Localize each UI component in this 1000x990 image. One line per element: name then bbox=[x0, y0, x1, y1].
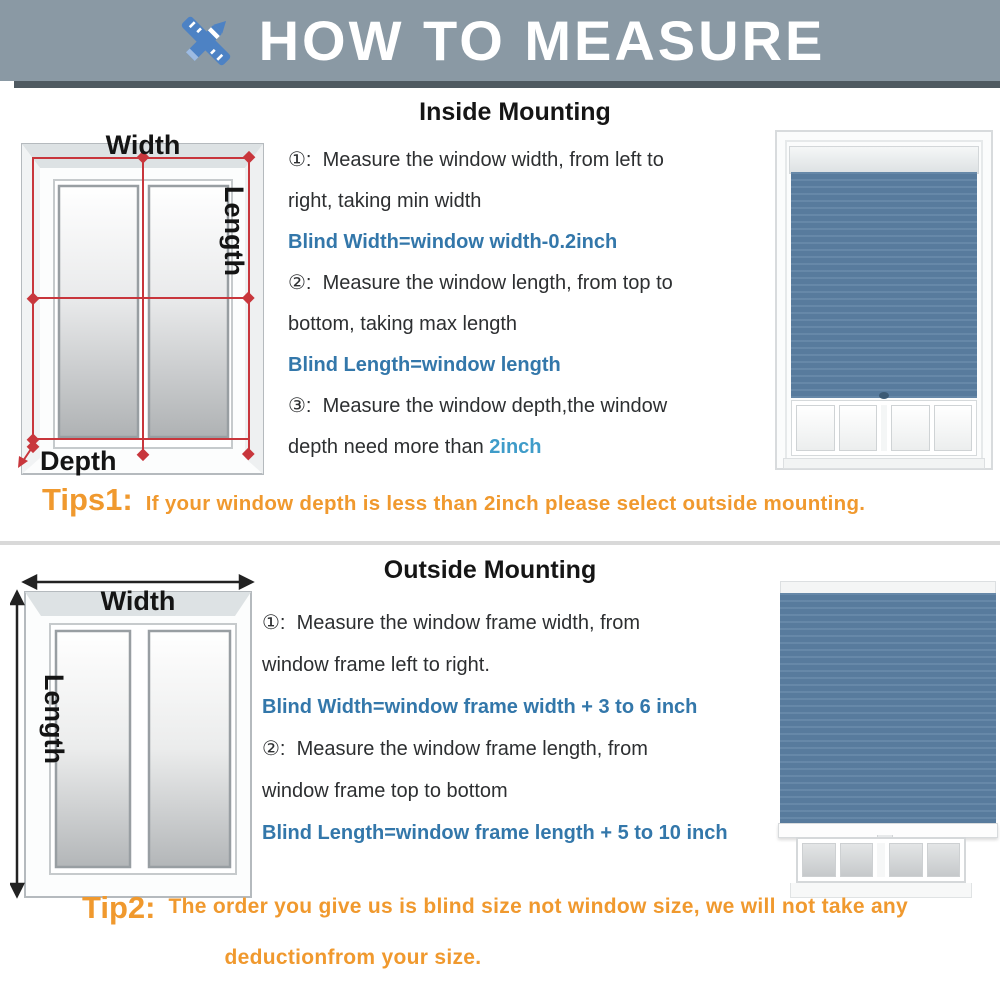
inside-step3-text: depth need more than bbox=[288, 436, 490, 458]
window-pane bbox=[934, 405, 973, 451]
inside-mounting-title: Inside Mounting bbox=[419, 98, 611, 126]
width-label: Width bbox=[100, 586, 176, 616]
window-pane bbox=[891, 405, 930, 451]
inside-depth-min-value: 2inch bbox=[489, 436, 542, 458]
window-pane bbox=[840, 843, 874, 877]
inside-step2-line2: bottom, taking max length bbox=[288, 313, 518, 335]
outside-formula-width: Blind Width=window frame width + 3 to 6 inch bbox=[262, 696, 698, 718]
blind-fabric bbox=[780, 593, 996, 823]
tip2-line1: The order you give us is blind size not window size, we will not take any bbox=[168, 895, 909, 918]
blind-pull-tab bbox=[879, 392, 889, 399]
window-mullion bbox=[881, 405, 887, 451]
tip2 bbox=[82, 890, 909, 971]
outside-formula-length: Blind Length=window frame length + 5 to 10 inch bbox=[262, 822, 728, 844]
outside-step1-line2: window frame left to right. bbox=[262, 654, 490, 676]
window-mullion bbox=[877, 843, 885, 877]
window-pane bbox=[889, 843, 923, 877]
tip2-line2: deductionfrom your size. bbox=[224, 946, 482, 969]
outside-step2-line1: ②: Measure the window frame length, from bbox=[262, 738, 648, 760]
inside-formula-length: Blind Length=window length bbox=[288, 354, 561, 376]
inside-step3-line1: ③: Measure the window depth,the window bbox=[288, 395, 668, 417]
inside-window-diagram bbox=[18, 128, 268, 483]
outside-mounting-title: Outside Mounting bbox=[383, 556, 597, 584]
length-label: Length bbox=[39, 674, 69, 764]
header-bottom-border bbox=[14, 81, 1000, 88]
window-pane bbox=[839, 405, 878, 451]
tip2-text bbox=[169, 893, 909, 971]
window-lower-sash bbox=[791, 400, 977, 456]
outside-step1-line1: ①: Measure the window frame width, from bbox=[262, 612, 641, 634]
window-behind-blind bbox=[796, 837, 966, 883]
inside-mounting-steps bbox=[288, 140, 783, 468]
window-pane bbox=[802, 843, 836, 877]
page-title: HOW TO MEASURE bbox=[258, 8, 826, 72]
window-sill bbox=[783, 458, 985, 469]
inside-formula-width: Blind Width=window width-0.2inch bbox=[288, 231, 618, 253]
depth-label: Depth bbox=[40, 446, 117, 476]
outside-mounting-steps bbox=[262, 602, 782, 854]
inside-step2-line1: ②: Measure the window length, from top to bbox=[288, 272, 673, 294]
inside-step1-line2: right, taking min width bbox=[288, 190, 482, 212]
length-label: Length bbox=[219, 186, 249, 276]
inside-mount-blind-photo bbox=[775, 130, 993, 470]
header-bar bbox=[0, 0, 1000, 81]
inside-window-drawing bbox=[18, 128, 268, 483]
ruler-pencil-icon bbox=[175, 10, 237, 72]
width-label: Width bbox=[105, 130, 181, 160]
section-divider bbox=[0, 541, 1000, 545]
blind-fabric bbox=[791, 172, 977, 398]
inside-step3-line2 bbox=[288, 427, 783, 468]
tips1-label: Tips1: bbox=[42, 482, 133, 517]
outside-mount-blind-photo bbox=[768, 575, 1000, 900]
tip2-label: Tip2: bbox=[82, 890, 156, 925]
blind-headrail bbox=[789, 146, 979, 174]
inside-step1-line1: ①: Measure the window width, from left to bbox=[288, 149, 664, 171]
outside-window-diagram bbox=[10, 572, 272, 907]
tips1 bbox=[42, 482, 865, 518]
window-pane bbox=[927, 843, 961, 877]
outside-step2-line2: window frame top to bottom bbox=[262, 780, 508, 802]
window-pane bbox=[796, 405, 835, 451]
tips1-text: If your window depth is less than 2inch please select outside mounting. bbox=[145, 492, 866, 515]
